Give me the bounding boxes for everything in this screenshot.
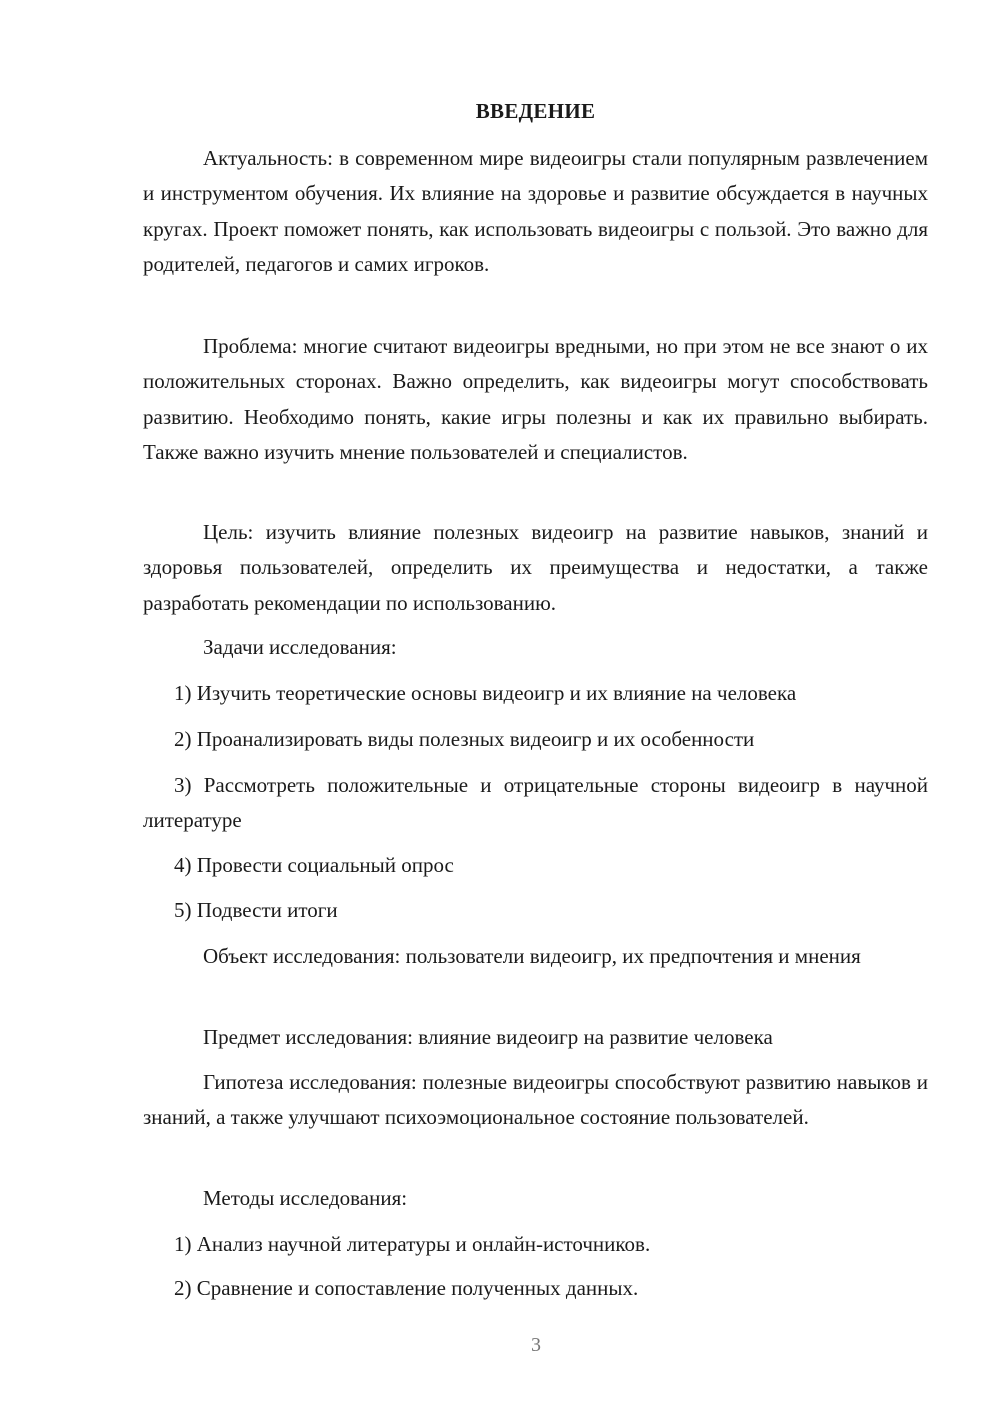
method-item: 1) Анализ научной литературы и онлайн-источников. <box>174 1232 651 1256</box>
paragraph-problem: Проблема: многие считают видеоигры вредными, но при этом не все знают о их положительных сторонах. Важно определить, как видеоигры могут способствовать развитию. Необходимо понять, какие игры полезны и как их правильно выбирать. Также важно изучить мнение пользователей и специалистов. <box>143 334 928 464</box>
task-item: 2) Проанализировать виды полезных видеоигр и их особенности <box>174 727 755 751</box>
paragraph-object: Объект исследования: пользователи видеоигр, их предпочтения и мнения <box>203 944 861 968</box>
method-item: 2) Сравнение и сопоставление полученных данных. <box>174 1276 639 1300</box>
paragraph-goal: Цель: изучить влияние полезных видеоигр на развитие навыков, знаний и здоровья пользователей, определить их преимущества и недостатки, а также разработать рекомендации по использованию. <box>143 520 928 615</box>
paragraph-subject: Предмет исследования: влияние видеоигр на развитие человека <box>203 1025 773 1049</box>
task-item: 3) Рассмотреть положительные и отрицательные стороны видеоигр в научной литературе <box>143 773 928 833</box>
paragraph-hypothesis: Гипотеза исследования: полезные видеоигры способствуют развитию навыков и знаний, а также улучшают психоэмоциональное состояние пользователей. <box>143 1070 928 1130</box>
task-item: 1) Изучить теоретические основы видеоигр и их влияние на человека <box>174 681 797 705</box>
tasks-heading: Задачи исследования: <box>203 635 397 659</box>
task-item: 5) Подвести итоги <box>174 898 338 922</box>
task-item: 4) Провести социальный опрос <box>174 853 454 877</box>
section-title: ВВЕДЕНИЕ <box>475 99 596 123</box>
paragraph-relevance: Актуальность: в современном мире видеоигры стали популярным развлечением и инструментом обучения. Их влияние на здоровье и развитие обсуждается в научных кругах. Проект поможет понять, как использовать видеоигры с пользой. Это важно для родителей, педагогов и самих игроков. <box>143 146 928 276</box>
page-number: 3 <box>531 1334 541 1356</box>
methods-heading: Методы исследования: <box>203 1186 408 1210</box>
